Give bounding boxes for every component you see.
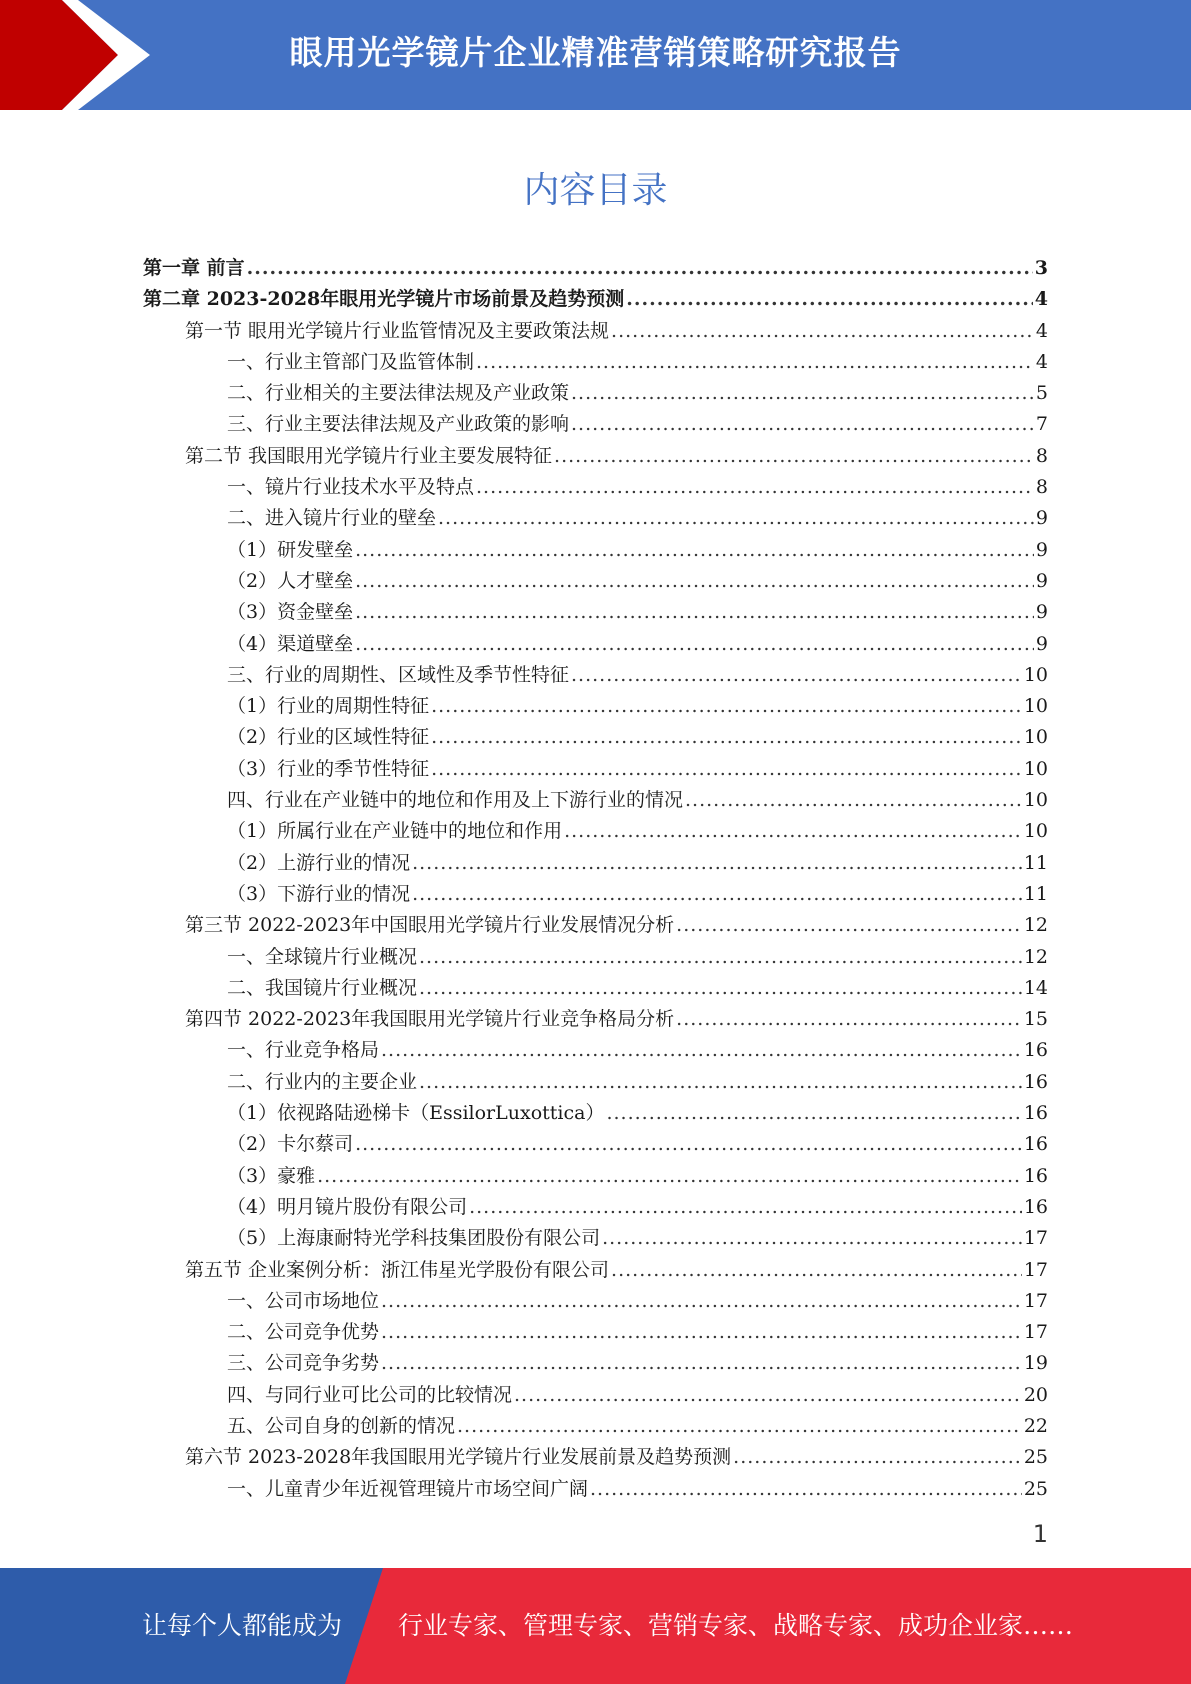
toc-entry-page: 17	[1023, 1258, 1048, 1281]
toc-entry-page: 22	[1023, 1414, 1048, 1437]
toc-entry-page: 16	[1023, 1164, 1048, 1187]
toc-entry[interactable]	[143, 597, 1048, 628]
toc-entry-page: 15	[1023, 1008, 1048, 1031]
toc-entry-page: 7	[1035, 413, 1048, 436]
footer-band	[0, 1568, 1191, 1684]
toc-entry[interactable]	[143, 973, 1048, 1004]
footer-slogan-left: 让每个人都能成为	[142, 1611, 343, 1640]
toc-entry-title: 第五节 企业案例分析：浙江伟星光学股份有限公司	[185, 1258, 610, 1281]
toc-entry[interactable]	[143, 1380, 1048, 1411]
toc-entry[interactable]	[143, 754, 1048, 785]
toc-entry-page: 10	[1023, 757, 1048, 780]
dot-leader	[564, 816, 1022, 847]
toc-entry-title: 三、行业的周期性、区域性及季节性特征	[227, 663, 570, 686]
toc-entry-title: （4）明月镜片股份有限公司	[227, 1195, 468, 1218]
toc-entry-page: 12	[1023, 945, 1048, 968]
toc-entry-title: 第一节 眼用光学镜片行业监管情况及主要政策法规	[185, 319, 610, 342]
toc-entry-page: 14	[1023, 976, 1048, 999]
toc-entry-title: （3）资金壁垒	[227, 601, 354, 624]
toc-entry[interactable]	[143, 409, 1048, 440]
dot-leader	[611, 316, 1034, 347]
dot-leader	[611, 1255, 1022, 1286]
toc-entry-page: 16	[1023, 1039, 1048, 1062]
toc-entry-page: 10	[1023, 820, 1048, 843]
toc-entry-page: 12	[1023, 914, 1048, 937]
toc-entry[interactable]	[143, 660, 1048, 691]
dot-leader	[476, 472, 1034, 503]
toc-entry-page: 19	[1023, 1352, 1048, 1375]
toc-entry-title: 四、行业在产业链中的地位和作用及上下游行业的情况	[227, 789, 684, 812]
dot-leader	[431, 691, 1022, 722]
toc-entry-page: 16	[1023, 1102, 1048, 1125]
toc-entry-title: （2）卡尔蔡司	[227, 1133, 354, 1156]
toc-entry-title: 第六节 2023-2028年我国眼用光学镜片行业发展前景及趋势预测	[185, 1446, 732, 1469]
dot-leader	[469, 1192, 1022, 1223]
dot-leader	[514, 1380, 1022, 1411]
toc-entry[interactable]	[143, 722, 1048, 753]
toc-entry-page: 4	[1034, 288, 1048, 311]
dot-leader	[626, 284, 1033, 315]
toc-entry-title: 二、进入镜片行业的壁垒	[227, 507, 437, 530]
dot-leader	[419, 973, 1022, 1004]
toc-entry[interactable]	[143, 535, 1048, 566]
toc-entry[interactable]	[143, 1098, 1048, 1129]
toc-entry[interactable]	[143, 566, 1048, 597]
toc-entry-page: 16	[1023, 1070, 1048, 1093]
dot-leader	[355, 535, 1034, 566]
report-title: 眼用光学镜片企业精准营销策略研究报告	[289, 33, 902, 72]
dot-leader	[431, 754, 1022, 785]
dot-leader	[431, 722, 1022, 753]
dot-leader	[247, 253, 1033, 284]
toc-entry-title: （2）上游行业的情况	[227, 851, 411, 874]
toc-entry-page: 8	[1035, 444, 1048, 467]
dot-leader	[419, 1067, 1022, 1098]
toc-entry[interactable]	[143, 1192, 1048, 1223]
dot-leader	[571, 409, 1034, 440]
toc-entry-title: 一、公司市场地位	[227, 1289, 380, 1312]
toc-entry-page: 9	[1035, 507, 1048, 530]
dot-leader	[355, 566, 1034, 597]
toc-entry-title: 第一章 前言	[143, 257, 245, 279]
toc-entry-title: 二、行业相关的主要法律法规及产业政策	[227, 382, 570, 405]
toc-entry-page: 4	[1035, 350, 1048, 373]
dot-leader	[355, 629, 1034, 660]
toc-entry-page: 17	[1023, 1289, 1048, 1312]
toc-entry-title: 三、公司竞争劣势	[227, 1352, 380, 1375]
toc-entry[interactable]	[143, 1161, 1048, 1192]
toc-entry-title: （2）人才壁垒	[227, 569, 354, 592]
toc-entry[interactable]	[143, 503, 1048, 534]
dot-leader	[571, 378, 1034, 409]
toc-entry[interactable]	[143, 1035, 1048, 1066]
toc-entry-page: 10	[1023, 789, 1048, 812]
toc-entry[interactable]	[143, 785, 1048, 816]
toc-entry[interactable]	[143, 910, 1048, 941]
dot-leader	[571, 660, 1022, 691]
toc-entry-title: （5）上海康耐特光学科技集团股份有限公司	[227, 1227, 601, 1250]
toc-entry-page: 10	[1023, 663, 1048, 686]
dot-leader	[317, 1161, 1022, 1192]
header-band	[0, 0, 1191, 110]
toc-entry[interactable]	[143, 1348, 1048, 1379]
dot-leader	[438, 503, 1034, 534]
toc-entry-title: 四、与同行业可比公司的比较情况	[227, 1383, 513, 1406]
toc-entry-title: 一、全球镜片行业概况	[227, 945, 418, 968]
toc-entry-page: 16	[1023, 1133, 1048, 1156]
toc-entry-page: 11	[1023, 851, 1048, 874]
toc-entry[interactable]	[143, 1129, 1048, 1160]
toc-entry[interactable]	[143, 253, 1048, 284]
toc-entry-title: （4）渠道壁垒	[227, 632, 354, 655]
toc-entry-page: 9	[1035, 569, 1048, 592]
toc-entry-title: （3）行业的季节性特征	[227, 757, 430, 780]
toc-entry-page: 10	[1023, 695, 1048, 718]
page-number: 1	[1032, 1520, 1048, 1548]
toc-entry-page: 17	[1023, 1321, 1048, 1344]
dot-leader	[676, 1004, 1022, 1035]
toc-entry[interactable]	[143, 441, 1048, 472]
toc-entry[interactable]	[143, 1442, 1048, 1473]
toc-entry-title: （1）行业的周期性特征	[227, 695, 430, 718]
dot-leader	[355, 597, 1034, 628]
toc-entry-title: 二、公司竞争优势	[227, 1321, 380, 1344]
toc-entry[interactable]	[143, 1411, 1048, 1442]
dot-leader	[554, 441, 1034, 472]
toc-entry-title: （3）下游行业的情况	[227, 882, 411, 905]
dot-leader	[381, 1286, 1022, 1317]
toc-entry[interactable]	[143, 1474, 1048, 1505]
toc-entry-page: 10	[1023, 726, 1048, 749]
dot-leader	[419, 942, 1022, 973]
toc-entry-title: （1）研发壁垒	[227, 538, 354, 561]
toc-entry-page: 11	[1023, 882, 1048, 905]
dot-leader	[381, 1348, 1022, 1379]
toc-entry-page: 4	[1035, 319, 1048, 342]
toc-entry[interactable]	[143, 1255, 1048, 1286]
toc-entry-title: 第四节 2022-2023年我国眼用光学镜片行业竞争格局分析	[185, 1008, 675, 1031]
toc-entry-page: 16	[1023, 1195, 1048, 1218]
chevron-arrow-icon	[0, 0, 160, 110]
toc-entry-page: 25	[1023, 1446, 1048, 1469]
toc-entry[interactable]	[143, 816, 1048, 847]
toc-entry[interactable]	[143, 1004, 1048, 1035]
toc-entry-page: 20	[1023, 1383, 1048, 1406]
toc-entry-page: 5	[1035, 382, 1048, 405]
toc-entry-page: 17	[1023, 1227, 1048, 1250]
toc-heading: 内容目录	[523, 170, 668, 211]
toc-entry[interactable]	[143, 942, 1048, 973]
footer-slogan-right: 行业专家、管理专家、营销专家、战略专家、成功企业家……	[398, 1611, 1074, 1640]
toc-entry[interactable]	[143, 691, 1048, 722]
dot-leader	[733, 1442, 1022, 1473]
toc-entry-title: 二、我国镜片行业概况	[227, 976, 418, 999]
table-of-contents	[143, 253, 1048, 1505]
toc-entry[interactable]	[143, 472, 1048, 503]
toc-entry[interactable]	[143, 1286, 1048, 1317]
toc-entry[interactable]	[143, 284, 1048, 315]
toc-entry[interactable]	[143, 316, 1048, 347]
dot-leader	[606, 1098, 1021, 1129]
dot-leader	[381, 1035, 1022, 1066]
toc-entry[interactable]	[143, 629, 1048, 660]
toc-entry-title: 第二节 我国眼用光学镜片行业主要发展特征	[185, 444, 553, 467]
toc-entry-page: 3	[1034, 257, 1048, 279]
toc-entry-page: 9	[1035, 538, 1048, 561]
toc-entry-title: （1）依视路陆逊梯卡（EssilorLuxottica）	[227, 1102, 605, 1125]
toc-entry-title: 第二章 2023-2028年眼用光学镜片市场前景及趋势预测	[143, 288, 625, 311]
toc-entry-title: 一、镜片行业技术水平及特点	[227, 476, 475, 499]
toc-entry[interactable]	[143, 378, 1048, 409]
toc-entry[interactable]	[143, 879, 1048, 910]
toc-entry-title: 第三节 2022-2023年中国眼用光学镜片行业发展情况分析	[185, 914, 675, 937]
toc-entry-title: 一、行业主管部门及监管体制	[227, 350, 475, 373]
toc-entry-title: 五、公司自身的创新的情况	[227, 1414, 456, 1437]
toc-entry[interactable]	[143, 848, 1048, 879]
dot-leader	[602, 1223, 1022, 1254]
dot-leader	[412, 879, 1022, 910]
dot-leader	[457, 1411, 1022, 1442]
dot-leader	[355, 1129, 1022, 1160]
toc-entry-title: 一、行业竞争格局	[227, 1039, 380, 1062]
toc-entry[interactable]	[143, 1067, 1048, 1098]
toc-entry[interactable]	[143, 347, 1048, 378]
toc-entry-title: （1）所属行业在产业链中的地位和作用	[227, 820, 563, 843]
toc-entry-title: 二、行业内的主要企业	[227, 1070, 418, 1093]
dot-leader	[676, 910, 1022, 941]
dot-leader	[685, 785, 1022, 816]
toc-entry-page: 8	[1035, 476, 1048, 499]
toc-entry-title: 三、行业主要法律法规及产业政策的影响	[227, 413, 570, 436]
toc-entry-title: （2）行业的区域性特征	[227, 726, 430, 749]
dot-leader	[590, 1474, 1022, 1505]
dot-leader	[412, 848, 1022, 879]
toc-entry-page: 9	[1035, 632, 1048, 655]
toc-entry-page: 25	[1023, 1477, 1048, 1500]
toc-entry[interactable]	[143, 1317, 1048, 1348]
toc-entry[interactable]	[143, 1223, 1048, 1254]
toc-entry-title: （3）豪雅	[227, 1164, 316, 1187]
toc-entry-page: 9	[1035, 601, 1048, 624]
toc-entry-title: 一、儿童青少年近视管理镜片市场空间广阔	[227, 1477, 589, 1500]
dot-leader	[381, 1317, 1022, 1348]
dot-leader	[476, 347, 1034, 378]
